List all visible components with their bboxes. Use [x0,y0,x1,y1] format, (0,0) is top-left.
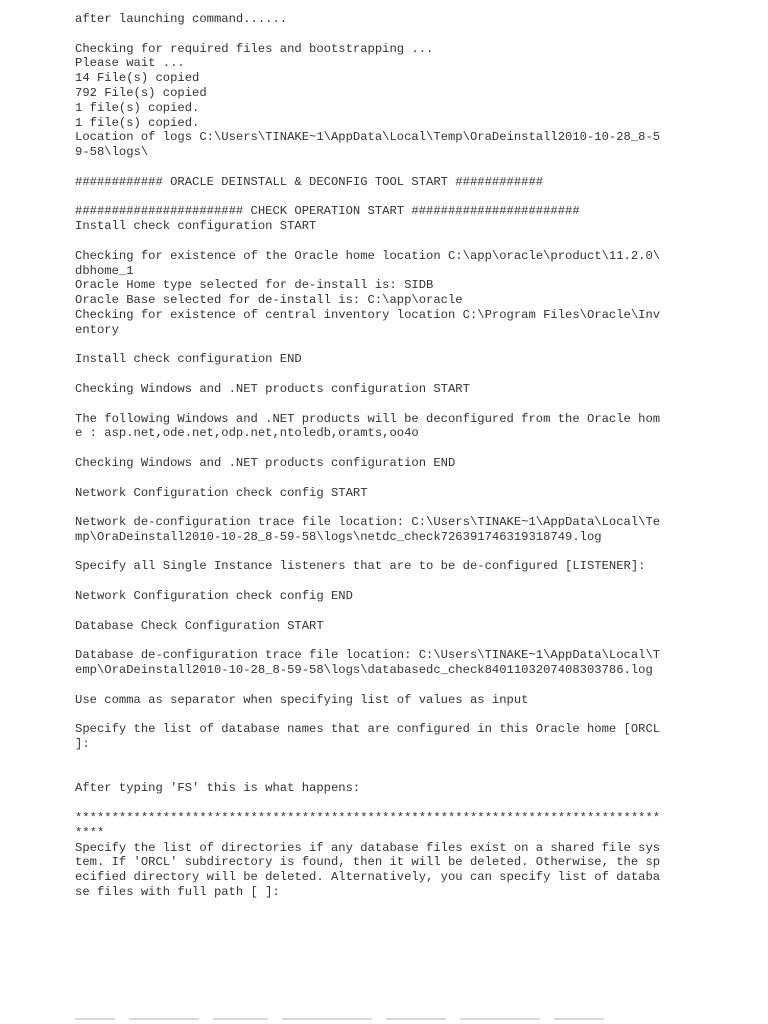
text-line: Install check configuration END [75,352,302,367]
text-line: Install check configuration START [75,219,317,234]
after-typing-note [75,781,685,796]
text-line: Database de-configuration trace file location: C:\Users\TINAKE~1\AppData\Local\T [75,648,661,663]
text-line: Checking Windows and .NET products configuration END [75,455,456,470]
text-line: Specify the list of database names that are configured in this Oracle home [ORCL [75,722,661,737]
database-check-start [75,619,685,634]
text-line: ]: [75,737,90,752]
text-line: ############ ORACLE DEINSTALL & DECONFIG TOOL START ############ [75,174,544,189]
network-check-end [75,589,685,604]
text-line: dbhome_1 [75,263,134,278]
text-line: Checking for existence of central inventory location C:\Program Files\Oracle\Inv [75,307,661,322]
text-line: se files with full path [ ]: [75,885,280,900]
text-line: 14 File(s) copied [75,71,200,86]
text-line: Network de-configuration trace file location: C:\Users\TINAKE~1\AppData\Local\Te [75,515,661,530]
text-line: emp\OraDeinstall2010-10-28_8-59-58\logs\databasedc_check8401103207408303786.log [75,663,653,678]
windows-net-products [75,412,685,442]
separator-note [75,693,685,708]
intro-paragraph [75,12,685,27]
text-line: 792 File(s) copied [75,85,207,100]
database-names-prompt [75,722,685,752]
text-line: tem. If 'ORCL' subdirectory is found, then it will be deleted. Otherwise, the sp [75,855,661,870]
text-line: **** [75,825,105,840]
text-line: Specify all Single Instance listeners that are to be de-configured [LISTENER]: [75,559,646,574]
network-trace-location [75,515,685,545]
text-line: entory [75,322,119,337]
database-trace-location [75,648,685,678]
text-line: Oracle Home type selected for de-install is: SIDB [75,278,434,293]
text-line: Use comma as separator when specifying list of values as input [75,692,529,707]
text-line: mp\OraDeinstall2010-10-28_8-59-58\logs\netdc_check726391746319318749.log [75,529,602,544]
text-line: Checking for existence of the Oracle home location C:\app\oracle\product\11.2.0\ [75,248,661,263]
text-line: Please wait ... [75,56,185,71]
windows-net-end [75,456,685,471]
text-line: ####################### CHECK OPERATION START ####################### [75,204,580,219]
text-line: 1 file(s) copied. [75,100,200,115]
text-line: Specify the list of directories if any database files exist on a shared file sys [75,840,661,855]
tool-start-banner [75,175,685,190]
install-check-end [75,352,685,367]
oracle-home-check [75,249,685,338]
shared-file-system-prompt [75,811,685,900]
text-line: ******************************************************************************** [75,811,661,826]
text-line: 1 file(s) copied. [75,115,200,130]
listener-prompt [75,559,685,574]
network-check-start [75,486,685,501]
text-line: The following Windows and .NET products will be deconfigured from the Oracle hom [75,411,661,426]
text-line: Location of logs C:\Users\TINAKE~1\AppData\Local\Temp\OraDeinstall2010-10-28_8-5 [75,130,661,145]
text-line: Checking for required files and bootstrapping ... [75,41,434,56]
bootstrap-output [75,42,685,160]
windows-net-start [75,382,685,397]
check-operation-header [75,204,685,234]
text-line: Database Check Configuration START [75,618,324,633]
cut-off-next-page-line [75,1018,685,1024]
text-line: Oracle Base selected for de-install is: C:\app\oracle [75,293,463,308]
text-line: Checking Windows and .NET products configuration START [75,381,470,396]
text-line: After typing 'FS' this is what happens: [75,781,361,796]
log-document [75,12,685,900]
text-line: e : asp.net,ode.net,odp.net,ntoledb,oramts,oo4o [75,426,419,441]
text-line: ecified directory will be deleted. Alternatively, you can specify list of databa [75,870,661,885]
text-line: Network Configuration check config START [75,485,368,500]
text-line: Network Configuration check config END [75,589,353,604]
text-line: after launching command...... [75,12,288,26]
text-line: 9-58\logs\ [75,145,149,160]
